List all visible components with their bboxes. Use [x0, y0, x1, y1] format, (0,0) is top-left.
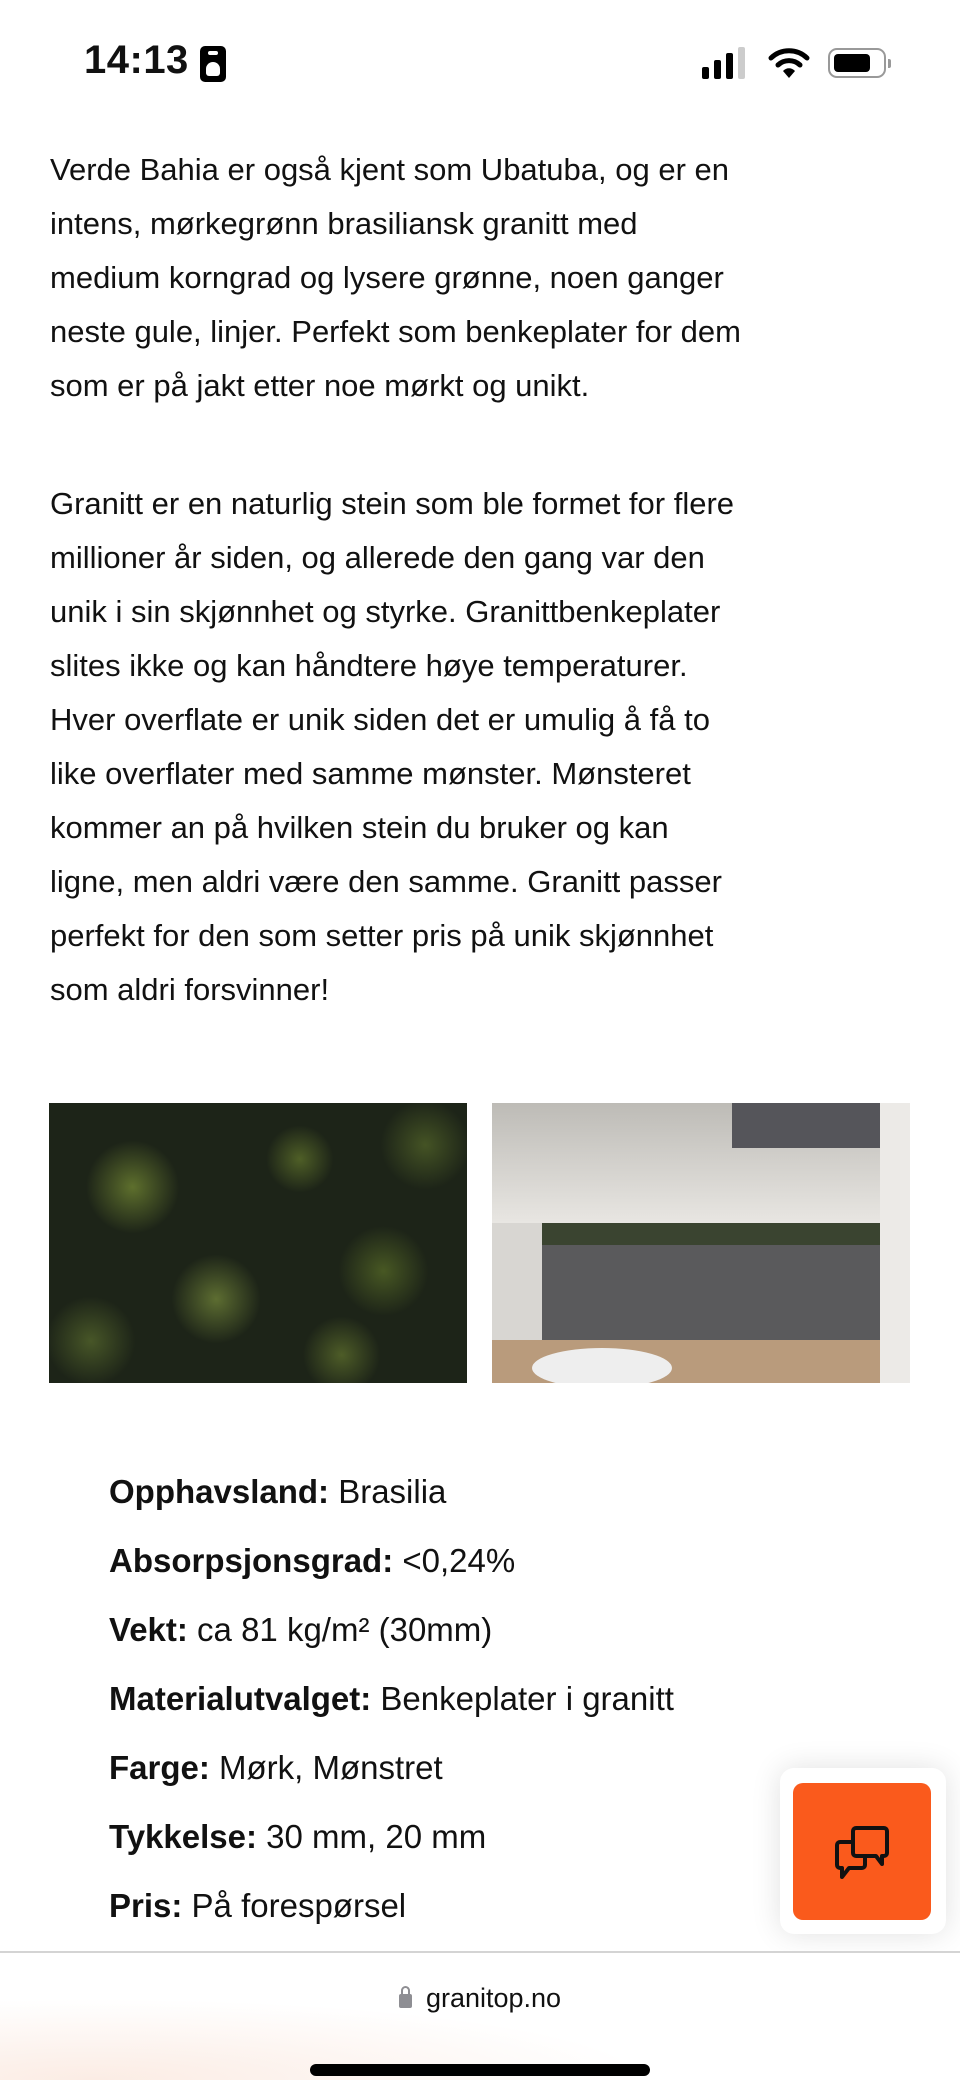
address-bar[interactable] [0, 1983, 960, 2014]
lock-icon [399, 1994, 412, 2008]
text-line: slites ikke og kan håndtere høye temperaturer. [50, 648, 688, 683]
text-line: intens, mørkegrønn brasiliansk granitt med [50, 206, 638, 241]
text-line: perfekt for den som setter pris på unik skjønnhet [50, 918, 714, 953]
contact-card-icon [200, 46, 226, 82]
spec-price: Pris: På forespørsel [109, 1887, 407, 1924]
home-indicator[interactable] [310, 2064, 650, 2076]
text-line: like overflater med samme mønster. Mønsteret [50, 756, 691, 791]
text-line: kommer an på hvilken stein du bruker og kan [50, 810, 669, 845]
text-line: medium korngrad og lysere grønne, noen ganger [50, 260, 724, 295]
status-bar [0, 0, 960, 120]
spec-color: Farge: Mørk, Mønstret [109, 1749, 443, 1786]
signal-icon [702, 47, 750, 79]
spec-origin: Opphavsland: Brasilia [109, 1473, 447, 1510]
granite-sample-image[interactable] [49, 1103, 467, 1383]
wifi-icon [768, 46, 810, 80]
text-line: neste gule, linjer. Perfekt som benkeplater for dem [50, 314, 741, 349]
kitchen-photo-image[interactable] [492, 1103, 910, 1383]
chat-button[interactable] [793, 1783, 931, 1920]
spec-weight: Vekt: ca 81 kg/m² (30mm) [109, 1611, 493, 1648]
spec-list [109, 1468, 674, 1951]
spec-material: Materialutvalget: Benkeplater i granitt [109, 1680, 674, 1717]
text-line: Granitt er en naturlig stein som ble formet for flere [50, 486, 735, 521]
text-line: Verde Bahia er også kjent som Ubatuba, og er en [50, 152, 729, 187]
url-text: granitop.no [425, 1983, 562, 2013]
text-line: unik i sin skjønnhet og styrke. Granittbenkeplater [50, 594, 721, 629]
browser-bottom-bar [0, 1951, 960, 2080]
spec-thickness: Tykkelse: 30 mm, 20 mm [109, 1818, 487, 1855]
battery-icon [828, 48, 886, 78]
text-line: Hver overflate er unik siden det er umulig å få to [50, 702, 710, 737]
intro-paragraph [50, 143, 741, 413]
text-line: millioner år siden, og allerede den gang var den [50, 540, 705, 575]
granite-paragraph [50, 477, 734, 1017]
text-line: som aldri forsvinner! [50, 972, 330, 1007]
chat-bubbles-icon [832, 1822, 892, 1882]
text-line: som er på jakt etter noe mørkt og unikt. [50, 368, 590, 403]
status-time: 14:13 [84, 38, 189, 82]
spec-absorption: Absorpsjonsgrad: <0,24% [109, 1542, 516, 1579]
text-line: ligne, men aldri være den samme. Granitt passer [50, 864, 722, 899]
